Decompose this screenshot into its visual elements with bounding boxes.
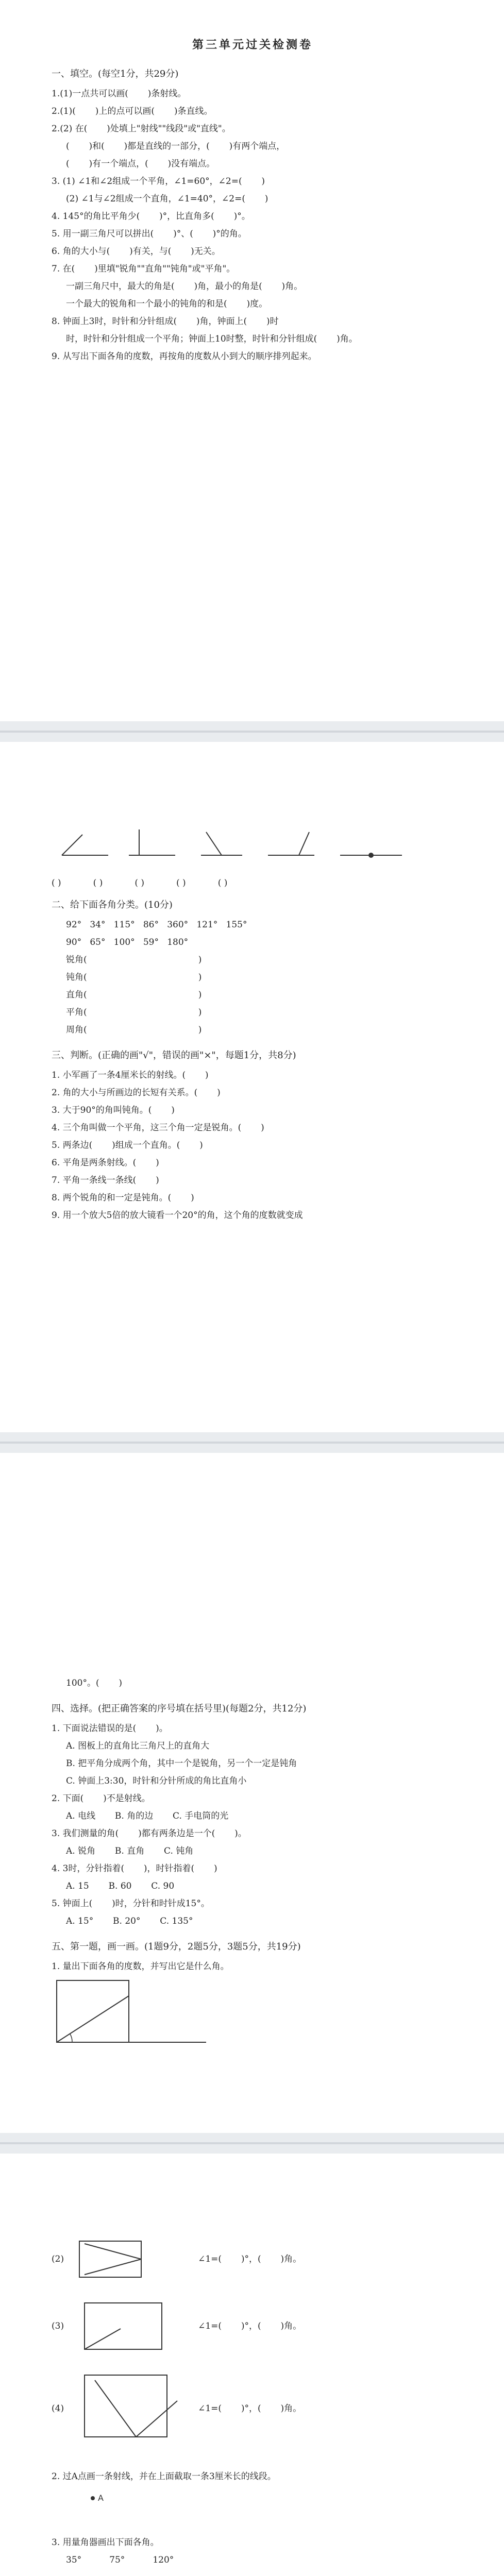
category-line: 平角( ) <box>66 1007 202 1018</box>
point-a-figure <box>52 2485 155 2511</box>
choice-question: 2. 下面( )不是射线。 <box>52 1793 150 1804</box>
measure-angle-figure-3 <box>74 2298 188 2354</box>
question-text: ( )和( )都是直线的一部分，( )有两个端点， <box>66 141 285 151</box>
choice-option: A. 电线 B. 角的边 C. 手电筒的光 <box>66 1811 229 1821</box>
choice-question: 4. 3时，分针指着( )，时针指着( ) <box>52 1863 217 1874</box>
measure-answer: ∠1=( )°，( )角。 <box>198 2254 302 2264</box>
page-separator <box>0 721 504 742</box>
measure-answer: ∠1=( )°，( )角。 <box>198 2321 302 2331</box>
category-line: 钝角( ) <box>66 972 202 982</box>
measure-angle-figure-2 <box>74 2236 188 2282</box>
question-text: 5. 用一副三角尺可以拼出( )°、( )°的角。 <box>52 229 247 239</box>
figure-label: (4) <box>52 2403 64 2414</box>
page-1 <box>0 0 504 680</box>
angle-answer-blank: ( ) <box>52 878 61 888</box>
choice-option: A. 锐角 B. 直角 C. 钝角 <box>66 1846 194 1856</box>
category-line: 直角( ) <box>66 990 202 1000</box>
page-separator <box>0 1432 504 1453</box>
choice-option: B. 把平角分成两个角，其中一个是锐角，另一个一定是钝角 <box>66 1758 297 1769</box>
judge-item: 4. 三个角叫做一个平角，这三个角一定是锐角。( ) <box>52 1123 264 1133</box>
choice-option: A. 15 B. 60 C. 90 <box>66 1881 175 1891</box>
choice-question: 5. 钟面上( )时，分针和时针成15°。 <box>52 1899 210 1909</box>
question-text: 1.(1)一点共可以画( )条射线。 <box>52 89 187 99</box>
question-text: 时，时针和分针组成一个平角；钟面上10时整，时针和分针组成( )角。 <box>66 334 358 344</box>
question-text: 一个最大的锐角和一个最小的钝角的和是( )度。 <box>66 299 268 309</box>
question-text: (2) ∠1与∠2组成一个直角，∠1=40°，∠2=( ) <box>66 194 268 204</box>
question-text: 8. 钟面上3时，时针和分针组成( )角，钟面上( )时 <box>52 316 279 327</box>
section-1-heading: 一、填空。(每空1分，共29分) <box>52 69 179 79</box>
choice-option: A. 15° B. 20° C. 135° <box>66 1916 193 1926</box>
judge-item: 3. 大于90°的角叫钝角。( ) <box>52 1105 175 1115</box>
draw-question: 3. 用量角器画出下面各角。 <box>52 2537 159 2548</box>
measure-angle-figure-4 <box>74 2370 188 2447</box>
figure-label: (2) <box>52 2254 64 2264</box>
section-5-heading: 五、第一题，画一画。(1题9分，2题5分，3题5分，共19分) <box>52 1941 301 1952</box>
choice-question: 1. 下面说法错误的是( )。 <box>52 1723 168 1734</box>
question-text: 2.(2) 在( )处填上"射线""线段"或"直线"。 <box>52 124 231 134</box>
judge-item: 5. 两条边( )组成一个直角。( ) <box>52 1140 203 1150</box>
angle-answer-blank: ( ) <box>135 878 145 888</box>
draw-question: 2. 过A点画一条射线，并在上面截取一条3厘米长的线段。 <box>52 2471 276 2482</box>
category-line: 锐角( ) <box>66 955 202 965</box>
judge-item-continued: 100°。( ) <box>66 1678 123 1688</box>
judge-item: 2. 角的大小与所画边的长短有关系。( ) <box>52 1088 221 1098</box>
section-2-heading: 二、给下面各角分类。(10分) <box>52 900 173 910</box>
measure-angle-figure-1 <box>52 1975 216 2053</box>
question-text: 9. 从写出下面各角的度数，再按角的度数从小到大的顺序排列起来。 <box>52 351 317 362</box>
draw-angle-list: 35° 75° 120° <box>66 2555 174 2565</box>
judge-item: 1. 小军画了一条4厘米长的射线。( ) <box>52 1070 209 1080</box>
question-text: 3. (1) ∠1和∠2组成一个平角，∠1=60°，∠2=( ) <box>52 176 265 187</box>
angle-figures <box>52 819 412 876</box>
svg-text:A: A <box>98 2493 104 2503</box>
choice-option: C. 钟面上3:30，时针和分针所成的角比直角小 <box>66 1776 247 1786</box>
measure-answer: ∠1=( )°，( )角。 <box>198 2403 302 2414</box>
question-text: 7. 在( )里填"锐角""直角""钝角"或"平角"。 <box>52 264 236 274</box>
question-text: 4. 145°的角比平角少( )°，比直角多( )°。 <box>52 211 250 222</box>
page-4 <box>0 2154 504 2576</box>
page-2 <box>0 742 504 1412</box>
question-text: ( )有一个端点，( )没有端点。 <box>66 159 215 169</box>
section-4-heading: 四、选择。(把正确答案的序号填在括号里)(每题2分，共12分) <box>52 1703 307 1714</box>
angle-list: 92° 34° 115° 86° 360° 121° 155° <box>66 920 247 930</box>
page-3 <box>0 1453 504 2112</box>
judge-item: 8. 两个锐角的和一定是钝角。( ) <box>52 1193 194 1203</box>
choice-option: A. 图板上的直角比三角尺上的直角大 <box>66 1741 210 1751</box>
figure-label: (3) <box>52 2321 64 2331</box>
question-text: 6. 角的大小与( )有关，与( )无关。 <box>52 246 221 257</box>
category-line: 周角( ) <box>66 1025 202 1035</box>
angle-answer-blank: ( ) <box>176 878 186 888</box>
section-3-heading: 三、判断。(正确的画"√"，错误的画"×"，每题1分，共8分) <box>52 1050 296 1061</box>
angle-answer-blank: ( ) <box>93 878 103 888</box>
angle-list: 90° 65° 100° 59° 180° <box>66 937 189 947</box>
draw-question: 1. 量出下面各角的度数，并写出它是什么角。 <box>52 1961 229 1972</box>
page-title: 第三单元过关检测卷 <box>192 38 313 52</box>
choice-question: 3. 我们测量的角( )都有两条边是一个( )。 <box>52 1828 247 1839</box>
angle-answer-blank: ( ) <box>217 878 228 888</box>
question-text: 2.(1)( )上的点可以画( )条直线。 <box>52 106 213 116</box>
judge-item: 6. 平角是两条射线。( ) <box>52 1158 159 1168</box>
page-separator <box>0 2133 504 2154</box>
question-text: 一副三角尺中，最大的角是( )角，最小的角是( )角。 <box>66 281 303 292</box>
judge-item: 7. 平角一条线一条线( ) <box>52 1175 159 1185</box>
judge-item: 9. 用一个放大5倍的放大镜看一个20°的角，这个角的度数就变成 <box>52 1210 303 1221</box>
